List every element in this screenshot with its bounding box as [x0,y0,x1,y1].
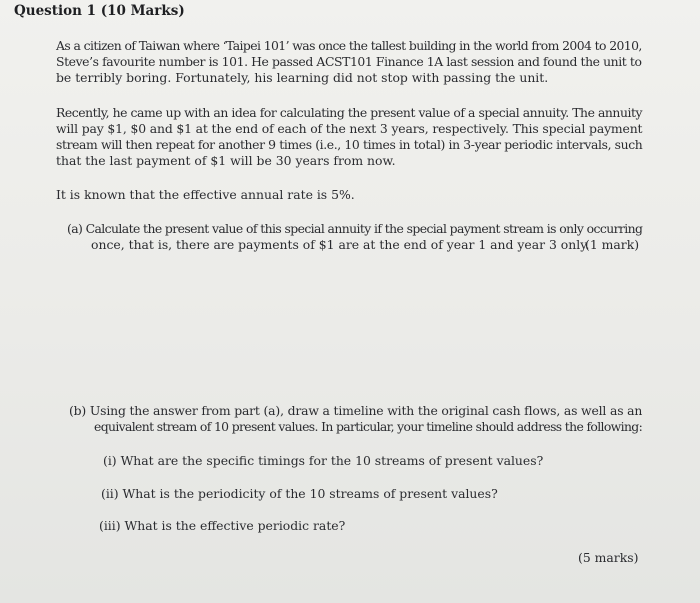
part-b-sub-ii: (ii) What is the periodicity of the 10 streams of present values? [101,486,498,501]
part-b-marks: (5 marks) [578,550,639,565]
intro-line-1: As a citizen of Taiwan where ‘Taipei 101’ was once the tallest building in the world from 2004 to 2010, [56,38,642,53]
part-b-sub-iii: (iii) What is the effective periodic rate? [99,518,346,533]
part-a-line-2: once, that is, there are payments of $1 are at the end of year 1 and year 3 only. [91,237,590,252]
annuity-line-2: will pay $1, $0 and $1 at the end of each of the next 3 years, respectively. This special payment [56,121,643,136]
part-a-line-1: (a) Calculate the present value of this special annuity if the special payment stream is only occurring [67,221,643,236]
intro-line-2: Steve’s favourite number is 101. He passed ACST101 Finance 1A last session and found the unit to [56,54,642,69]
part-b-sub-i: (i) What are the specific timings for the 10 streams of present values? [103,453,544,468]
intro-line-3: be terribly boring. Fortunately, his learning did not stop with passing the unit. [56,70,549,85]
annuity-line-4: that the last payment of $1 will be 30 years from now. [56,153,396,168]
rate-statement: It is known that the effective annual rate is 5%. [56,187,355,202]
part-b-line-1: (b) Using the answer from part (a), draw a timeline with the original cash flows, as well as an [69,403,643,418]
part-a-marks: (1 mark) [585,237,640,252]
question-title: Question 1 (10 Marks) [14,3,185,19]
annuity-line-1: Recently, he came up with an idea for calculating the present value of a special annuity. The annuity [56,105,643,120]
part-b-line-2: equivalent stream of 10 present values. In particular, your timeline should address the following: [94,419,643,434]
annuity-line-3: stream will then repeat for another 9 times (i.e., 10 times in total) in 3-year periodic intervals, such [56,137,643,152]
